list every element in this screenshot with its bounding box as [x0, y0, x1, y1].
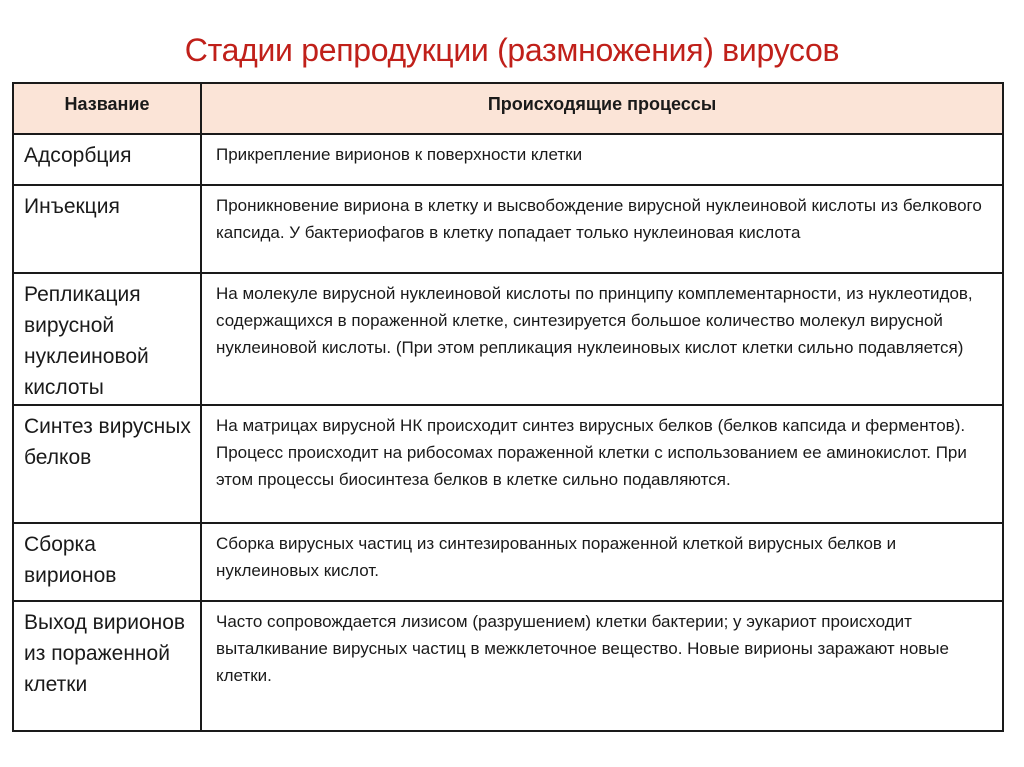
- column-header-name: Название: [13, 83, 201, 134]
- table-row: [13, 185, 1003, 273]
- table-row: [13, 523, 1003, 601]
- table-row: [13, 601, 1003, 731]
- page-title: Стадии репродукции (размножения) вирусов: [184, 32, 840, 68]
- stage-process: Проникновение вириона в клетку и высвобождение вирусной нуклеиновой кислоты из белкового капсида. У бактериофагов в клетку попадает только нуклеиновая кислота: [201, 185, 1003, 273]
- stage-process: Прикрепление вирионов к поверхности клетки: [201, 134, 1003, 185]
- stage-name: Синтез вирусных белков: [13, 405, 201, 523]
- stage-name: Репликация вирусной нуклеиновой кислоты: [13, 273, 201, 405]
- stage-name: Инъекция: [13, 185, 201, 273]
- table-header-row: [13, 83, 1003, 134]
- stage-name: Выход вирионов из пораженной клетки: [13, 601, 201, 731]
- stage-name: Адсорбция: [13, 134, 201, 185]
- stages-table: [12, 82, 1004, 732]
- table-row: [13, 405, 1003, 523]
- table-row: [13, 134, 1003, 185]
- stage-process: Часто сопровождается лизисом (разрушением) клетки бактерии; у эукариот происходит выталкивание вирусных частиц в межклеточное вещество. Новые вирионы заражают новые клетки.: [201, 601, 1003, 731]
- stage-process: На молекуле вирусной нуклеиновой кислоты по принципу комплементарности, из нуклеотидов, содержащихся в пораженной клетке, синтезируется большое количество молекул вирусной нуклеиновой кислоты. (При этом репликация нуклеиновых кислот клетки сильно подавляется): [201, 273, 1003, 405]
- stage-name: Сборка вирионов: [13, 523, 201, 601]
- column-header-processes: Происходящие процессы: [201, 83, 1003, 134]
- stage-process: Сборка вирусных частиц из синтезированных пораженной клеткой вирусных белков и нуклеиновых кислот.: [201, 523, 1003, 601]
- stage-process: На матрицах вирусной НК происходит синтез вирусных белков (белков капсида и ферментов). Процесс происходит на рибосомах пораженной клетки с использованием ее аминокислот. При этом процессы биосинтеза белков в клетке сильно подавляются.: [201, 405, 1003, 523]
- table-row: [13, 273, 1003, 405]
